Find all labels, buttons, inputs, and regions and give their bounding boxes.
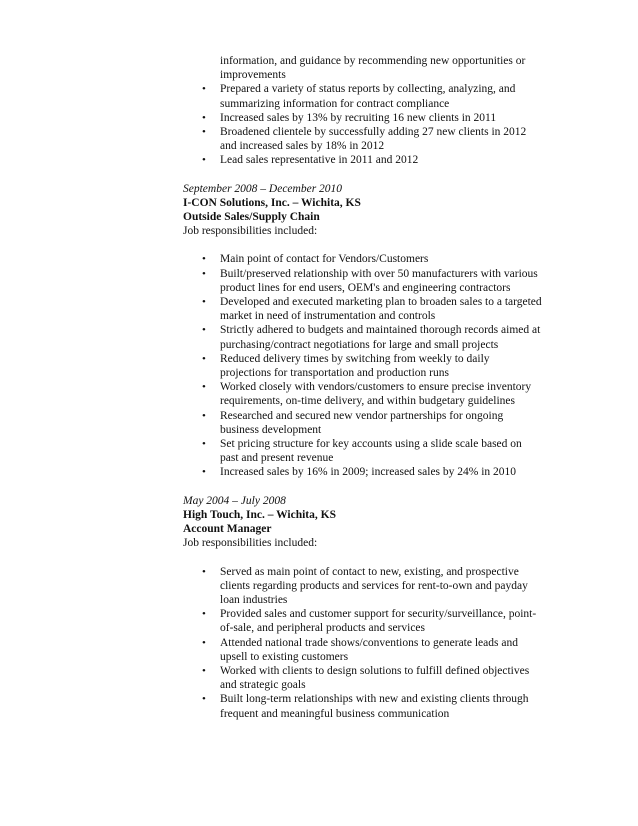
list-item [183, 323, 543, 351]
bullet-icon: • [202, 438, 206, 451]
list-item [183, 664, 543, 692]
list-item [183, 111, 543, 125]
list-item-text: Worked closely with vendors/customers to ensure precise inventory requirements, on-time delivery, and within budgetary guidelines [220, 381, 532, 408]
bullet-icon: • [202, 409, 206, 422]
list-item-text: Provided sales and customer support for security/surveillance, point-of-sale, and peripheral products and services [220, 608, 537, 635]
list-item-text: Reduced delivery times by switching from weekly to daily projections for transportation and production runs [220, 352, 490, 380]
list-item-text: Worked with clients to design solutions to fulfill defined objectives and strategic goals [220, 664, 530, 692]
list-item-text: Researched and secured new vendor partnerships for ongoing business development [220, 409, 504, 436]
bullet-icon: • [202, 381, 206, 394]
bullet-icon: • [202, 324, 206, 337]
list-item-text: Served as main point of contact to new, existing, and prospective clients regarding products and services for rent-to-own and payday loan industries [220, 565, 528, 606]
list-item [183, 153, 543, 167]
bullet-icon: • [202, 636, 206, 649]
list-item [183, 125, 543, 153]
job-intro: Job responsibilities included: [183, 225, 318, 238]
job-dates: September 2008 – December 2010 [183, 182, 343, 195]
list-item-text: Prepared a variety of status reports by collecting, analyzing, and summarizing information for contract compliance [220, 83, 516, 110]
bullet-icon: • [202, 83, 206, 96]
list-item [183, 565, 543, 608]
list-item-text: Increased sales by 16% in 2009; increased sales by 24% in 2010 [220, 466, 517, 479]
list-item [183, 636, 543, 664]
list-item-text: Broadened clientele by successfully adding 27 new clients in 2012 and increased sales by 18% in 2012 [220, 126, 527, 153]
list-item-text: Set pricing structure for key accounts using a slide scale based on past and present revenue [220, 438, 522, 465]
list-item [183, 409, 543, 437]
job-entry-icon-solutions [183, 182, 543, 480]
job-bullet-list [183, 565, 543, 721]
list-item-text: Attended national trade shows/conventions to generate leads and upsell to existing customers [220, 636, 518, 663]
spacer [183, 238, 543, 252]
job-intro: Job responsibilities included: [183, 537, 318, 550]
job-title: Outside Sales/Supply Chain [183, 211, 320, 224]
list-item-text: Lead sales representative in 2011 and 2012 [220, 154, 419, 167]
bullet-icon: • [202, 466, 206, 479]
list-item-text: Increased sales by 13% by recruiting 16 new clients in 2011 [220, 111, 497, 124]
list-item [183, 465, 543, 479]
bullet-icon: • [202, 154, 206, 167]
list-item-text: Main point of contact for Vendors/Customers [220, 253, 429, 266]
bullet-icon: • [202, 693, 206, 706]
bullet-icon: • [202, 253, 206, 266]
list-item-text: Built long-term relationships with new and existing clients through frequent and meaningful business communication [220, 693, 529, 720]
job-company: High Touch, Inc. – Wichita, KS [183, 508, 336, 521]
list-item [183, 82, 543, 110]
list-item [183, 607, 543, 635]
list-item [183, 267, 543, 295]
resume-content [183, 54, 543, 721]
list-item [183, 380, 543, 408]
bullet-icon: • [202, 267, 206, 280]
bullet-icon: • [202, 296, 206, 309]
job-entry-high-touch [183, 494, 543, 721]
list-item-text: Built/preserved relationship with over 50 manufacturers with various product lines for end users, OEM's and engineering contractors [220, 267, 538, 294]
bullet-icon: • [202, 126, 206, 139]
bullet-icon: • [202, 565, 206, 578]
list-item [183, 252, 543, 266]
list-item [183, 295, 543, 323]
bullet-icon: • [202, 111, 206, 124]
job-dates: May 2004 – July 2008 [183, 494, 286, 507]
bullet-icon: • [202, 664, 206, 677]
job-bullet-list [183, 252, 543, 479]
list-item [183, 437, 543, 465]
continued-text: information, and guidance by recommending new opportunities or improvements [220, 55, 526, 82]
top-bullet-list [183, 82, 543, 167]
spacer [183, 551, 543, 565]
bullet-icon: • [202, 352, 206, 365]
list-item [183, 352, 543, 380]
list-item-text: Developed and executed marketing plan to broaden sales to a targeted market in need of instrumentation and controls [220, 296, 542, 323]
list-item [183, 692, 543, 720]
job-title: Account Manager [183, 523, 272, 536]
job-company: I-CON Solutions, Inc. – Wichita, KS [183, 196, 361, 209]
list-item-text: Strictly adhered to budgets and maintained thorough records aimed at purchasing/contract negotiations for large and small projects [220, 324, 541, 351]
bullet-icon: • [202, 608, 206, 621]
